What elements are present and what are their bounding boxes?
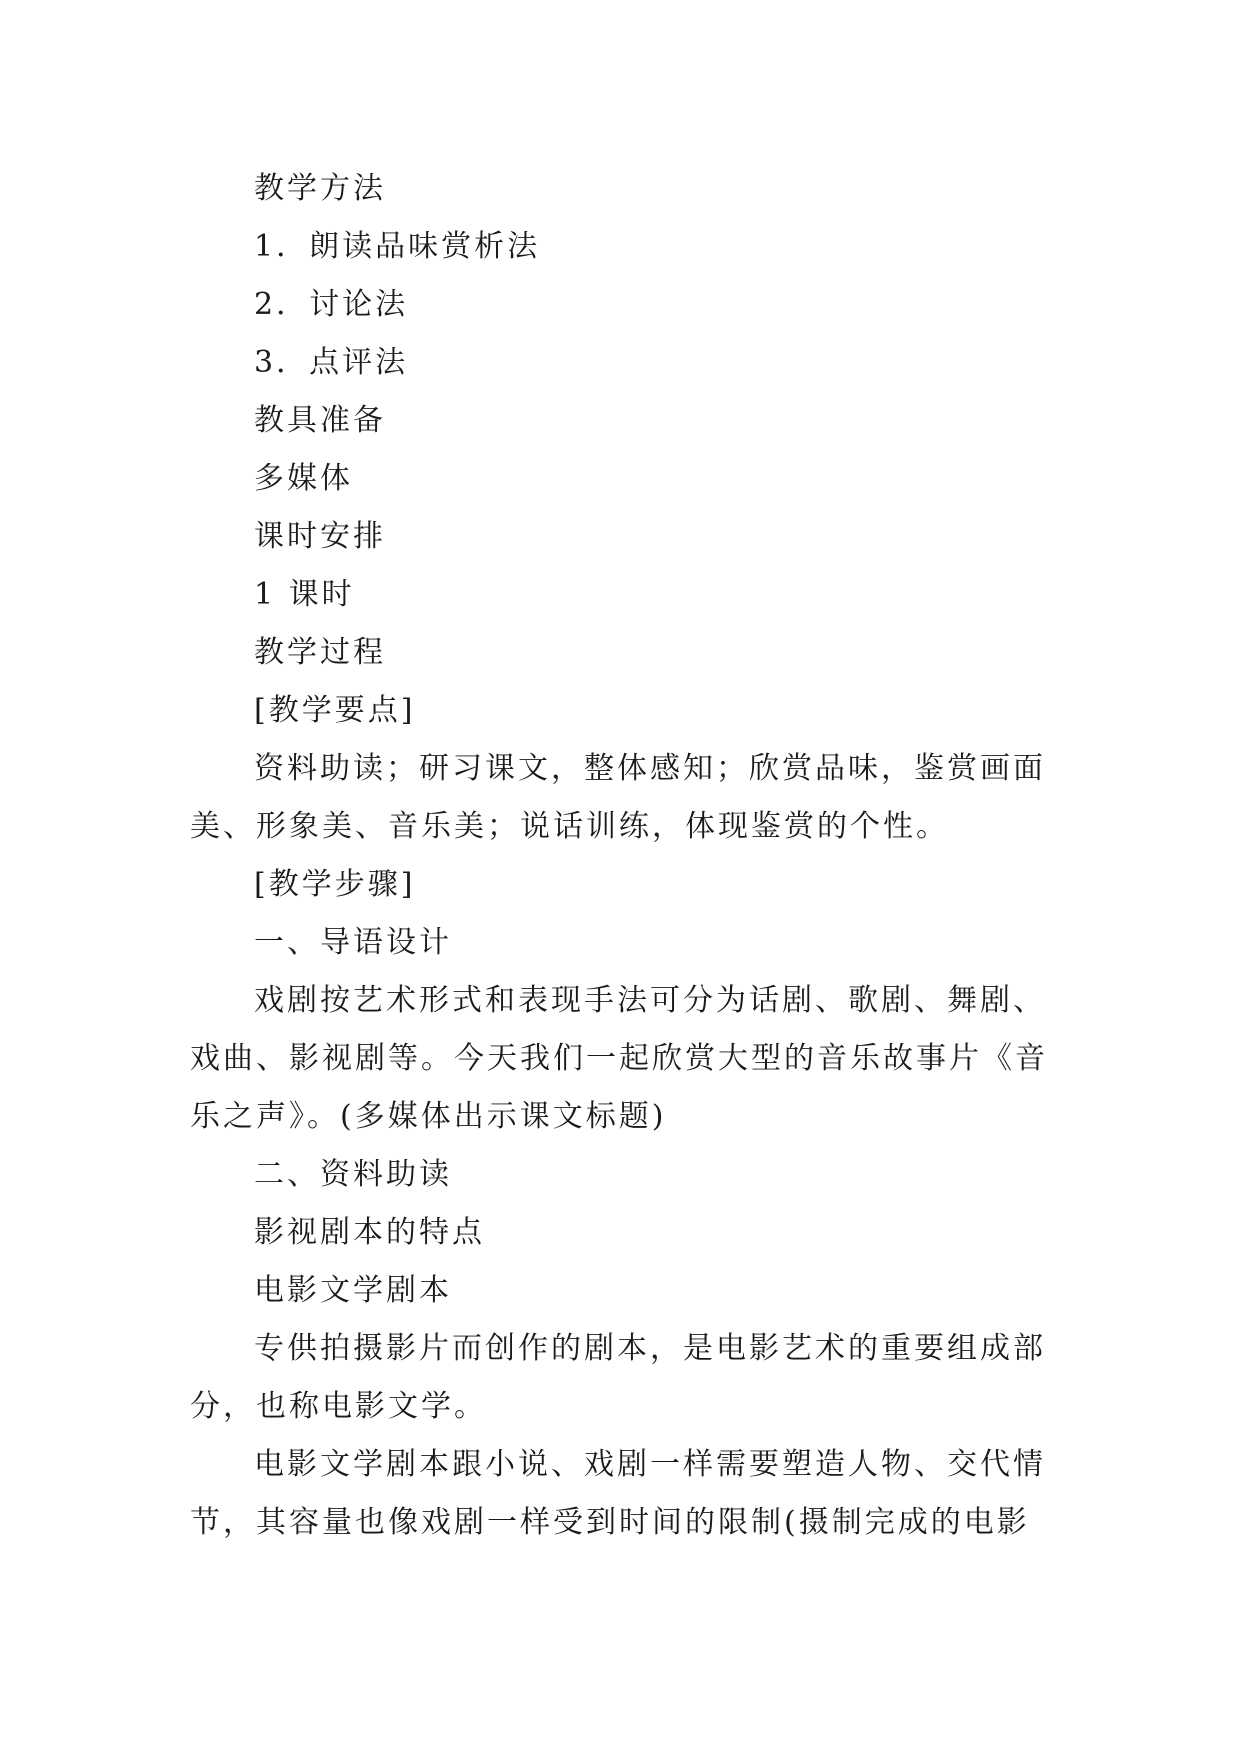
document-body (190, 160, 1058, 1552)
text-line: 二、资料助读 (254, 1157, 452, 1192)
text-line: 1 课时 (254, 577, 355, 612)
text-line: [教学步骤] (254, 867, 416, 902)
text-line: 影视剧本的特点 (254, 1215, 485, 1250)
text-line: 专供拍摄影片而创作的剧本，是电影艺术的重要组成部 (254, 1331, 1046, 1366)
text-line: 多媒体 (254, 461, 353, 496)
text-line: 教具准备 (254, 403, 386, 438)
text-line: 3．点评法 (254, 345, 409, 380)
text-line: 电影文学剧本 (254, 1273, 452, 1308)
text-line: 美、形象美、音乐美；说话训练，体现鉴赏的个性。 (190, 809, 949, 844)
text-line: 教学过程 (254, 635, 386, 670)
text-line: 2．讨论法 (254, 287, 409, 322)
text-line: 戏曲、影视剧等。今天我们一起欣赏大型的音乐故事片《音 (190, 1041, 1048, 1076)
text-line: 一、导语设计 (254, 925, 452, 960)
text-line: 1．朗读品味赏析法 (254, 229, 541, 264)
text-line: 电影文学剧本跟小说、戏剧一样需要塑造人物、交代情 (254, 1447, 1046, 1482)
text-line: 乐之声》。(多媒体出示课文标题) (190, 1099, 667, 1134)
text-line: 节，其容量也像戏剧一样受到时间的限制(摄制完成的电影 (190, 1505, 1030, 1540)
text-line: [教学要点] (254, 693, 416, 728)
text-line: 分，也称电影文学。 (190, 1389, 487, 1424)
text-line: 戏剧按艺术形式和表现手法可分为话剧、歌剧、舞剧、 (254, 983, 1046, 1018)
text-line: 课时安排 (254, 519, 386, 554)
text-line: 教学方法 (254, 171, 386, 206)
text-line: 资料助读；研习课文，整体感知；欣赏品味，鉴赏画面 (254, 751, 1046, 786)
